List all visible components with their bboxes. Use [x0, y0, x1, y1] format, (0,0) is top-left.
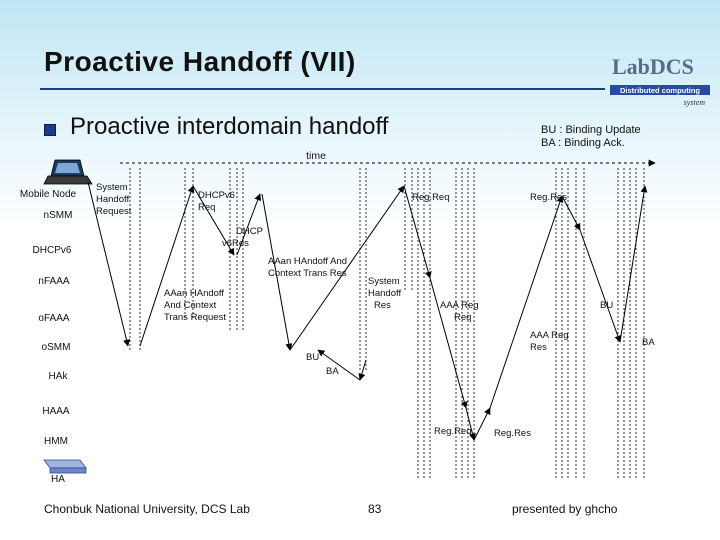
arrow-ba-1 [318, 350, 360, 380]
timeline-guides [130, 168, 644, 480]
arrow-reg-res-2 [474, 408, 490, 440]
footer-university: Chonbuk National University, DCS Lab [44, 502, 250, 516]
msg-system-handoff-request: System Handoff Request [96, 182, 132, 217]
footer-presenter: presented by ghcho [512, 502, 618, 516]
msg-reg-req-2: Reg.Req [434, 426, 472, 437]
arrow-bu-1 [360, 360, 366, 380]
message-arrows [88, 182, 645, 440]
time-label: time [306, 150, 326, 162]
msg-ba-2: BA [642, 337, 655, 348]
msg-aaan-handoff-request: AAan HAndoff And Context Trans Request [164, 288, 226, 323]
entity-nfaaa: nFAAA [38, 276, 70, 287]
slide-title: Proactive Handoff (VII) [44, 46, 356, 77]
logo-letters: LabDCS [612, 54, 694, 79]
logo-line2: system [683, 98, 705, 107]
msg-bu-2: BU [600, 300, 614, 311]
entity-hak: HAk [48, 371, 68, 382]
logo-line1: Distributed computing [620, 86, 700, 95]
msg-reg-res-1: Reg.Res [530, 192, 567, 203]
msg-ba-1: BA [326, 366, 339, 377]
server-icon [44, 460, 86, 473]
bullet-text: Proactive interdomain handoff [70, 113, 389, 140]
legend-item-bu: BU : Binding Update [541, 124, 641, 136]
msg-dhcpv6-res: DHCP v6Res [222, 226, 263, 249]
entity-ha: HA [51, 474, 65, 485]
msg-reg-req-1: Reg.Req [412, 192, 450, 203]
arrow-bu-2 [580, 230, 620, 342]
entity-nsmm: nSMM [43, 210, 73, 221]
msg-aaa-reg-res: AAA Reg Res [530, 330, 569, 353]
msg-bu-1: BU [306, 352, 320, 363]
message-labels [96, 182, 655, 439]
entity-ofaaa: oFAAA [38, 313, 70, 324]
laptop-icon [44, 160, 92, 184]
msg-reg-res-2: Reg.Res [494, 428, 531, 439]
page-number: 83 [368, 502, 382, 516]
arrow-aaa-reg-req [430, 278, 466, 408]
entity-osmm: oSMM [41, 342, 71, 353]
entity-mobile-node: Mobile Node [19, 189, 77, 200]
time-axis [120, 150, 655, 163]
entity-labels [20, 189, 77, 485]
msg-system-handoff-res: System Handoff Res [368, 276, 402, 311]
msg-aaa-reg-req: AAA Reg Req [440, 300, 479, 323]
entity-haaa: HAAA [42, 406, 70, 417]
msg-dhcpv6-req: DHCPv6 Req [198, 190, 235, 213]
entity-hmm: HMM [44, 436, 68, 447]
msg-aaan-handoff-res: AAan HAndoff And Context Trans Res [268, 256, 348, 279]
entity-dhcpv6: DHCPv6 [32, 245, 72, 256]
arrow-aaa-reg-res [490, 196, 562, 408]
legend-item-ba: BA : Binding Ack. [541, 137, 625, 149]
